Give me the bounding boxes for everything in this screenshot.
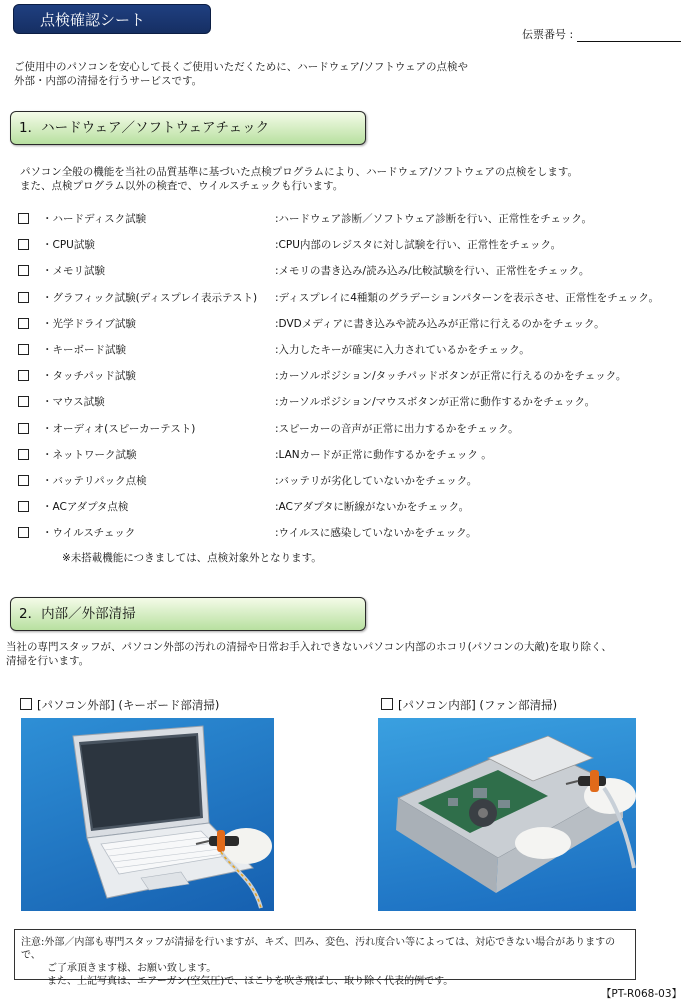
check-item-checkbox[interactable] — [18, 396, 29, 407]
check-item-checkbox[interactable] — [18, 292, 29, 303]
section2-desc-line-1: 当社の専門スタッフが、パソコン外部の汚れの清掃や日常お手入れできないパソコン内部のホコリ(パソコンの大敵)を取り除く、 — [6, 641, 612, 653]
check-item-row — [18, 393, 678, 419]
check-item-description: :カーソルポジション/マウスボタンが正常に動作するかをチェック。 — [275, 396, 596, 409]
check-item-checkbox[interactable] — [18, 213, 29, 224]
check-item-name: ・グラフィック試験(ディスプレイ表示テスト) — [42, 291, 258, 304]
unsupported-note: ※未搭載機能につきましては、点検対象外となります。 — [62, 552, 322, 564]
section2-heading: 2．内部／外部清掃 — [10, 597, 366, 631]
check-item-name: ・ウイルスチェック — [42, 527, 136, 540]
section1-desc-line-2: また、点検プログラム以外の検査で、ウイルスチェックも行います。 — [20, 180, 344, 192]
check-item-checkbox[interactable] — [18, 370, 29, 381]
check-item-description: :ハードウェア診断／ソフトウェア診断を行い、正常性をチェック。 — [275, 213, 592, 225]
check-item-row — [18, 262, 678, 288]
check-item-name: ・光学ドライブ試験 — [42, 317, 136, 330]
check-item-description: :入力したキーが確実に入力されているかをチェック。 — [275, 343, 530, 356]
check-item-name: ・ACアダプタ点検 — [42, 501, 129, 514]
check-item-row — [18, 367, 678, 393]
check-item-description: :ウイルスに感染していないかをチェック。 — [275, 527, 477, 540]
section2-description — [6, 640, 646, 668]
check-item-description: :カーソルポジション/タッチパッドボタンが正常に行えるのかをチェック。 — [275, 370, 627, 383]
check-item-name: ・バッテリパック点検 — [42, 474, 147, 487]
check-item-row — [18, 446, 678, 472]
check-item-row — [18, 420, 678, 446]
check-item-row — [18, 498, 678, 524]
check-item-checkbox[interactable] — [18, 344, 29, 355]
slip-number-label: 伝票番号 : — [522, 28, 574, 41]
check-item-row — [18, 210, 678, 236]
caution-box — [14, 929, 636, 987]
check-item-checkbox[interactable] — [18, 239, 29, 250]
check-item-description: :バッテリが劣化していないかをチェック。 — [275, 474, 478, 487]
fan-cleaning-photo — [378, 718, 636, 911]
photo-exterior-checkbox[interactable] — [20, 698, 32, 710]
check-item-description: :DVDメディアに書き込みや読み込みが正常に行えるのかをチェック。 — [275, 317, 605, 330]
check-item-checkbox[interactable] — [18, 527, 29, 538]
photo-interior-caption: [パソコン内部] (ファン部清掃) — [398, 698, 558, 712]
check-item-checkbox[interactable] — [18, 318, 29, 329]
pc-interior-illustration — [378, 718, 636, 911]
check-item-description: :ACアダプタに断線がないかをチェック。 — [275, 501, 470, 514]
intro-line-2: 外部・内部の清掃を行うサービスです。 — [14, 75, 203, 87]
check-item-row — [18, 315, 678, 341]
check-item-row — [18, 472, 678, 498]
slip-number-blank — [577, 29, 681, 42]
check-item-name: ・CPU試験 — [42, 239, 95, 252]
check-item-row — [18, 341, 678, 367]
check-item-checkbox[interactable] — [18, 501, 29, 512]
check-item-name: ・オーディオ(スピーカーテスト) — [42, 422, 196, 435]
check-item-name: ・ネットワーク試験 — [42, 448, 137, 461]
laptop-illustration — [21, 718, 274, 911]
check-item-description: :スピーカーの音声が正常に出力するかをチェック。 — [275, 422, 519, 435]
check-item-name: ・キーボード試験 — [42, 343, 126, 356]
section1-description — [20, 165, 578, 193]
caution-line-3: また、上記写真は、エアーガン(空気圧)で、ほこりを吹き飛ばし、取り除く代表的例です。 — [47, 976, 454, 987]
section1-heading: 1．ハードウェア／ソフトウェアチェック — [10, 111, 366, 145]
check-item-checkbox[interactable] — [18, 449, 29, 460]
photo-interior-label — [381, 697, 557, 713]
slip-number-field — [522, 26, 681, 42]
page-title: 点検確認シート — [13, 4, 211, 34]
check-item-checkbox[interactable] — [18, 423, 29, 434]
check-item-checkbox[interactable] — [18, 475, 29, 486]
photo-interior-checkbox[interactable] — [381, 698, 393, 710]
photo-exterior-label — [20, 697, 219, 713]
check-item-description: :LANカードが正常に動作するかをチェック 。 — [275, 448, 492, 461]
check-item-checkbox[interactable] — [18, 265, 29, 276]
check-item-name: ・メモリ試験 — [42, 265, 105, 278]
keyboard-cleaning-photo — [21, 718, 274, 911]
caution-line-2: ご了承頂きます様、お願い致します。 — [47, 963, 217, 974]
check-item-list — [18, 210, 678, 550]
check-item-row — [18, 289, 678, 315]
caution-line-1: 注意:外部／内部も専門スタッフが清掃を行いますが、キズ、凹み、変色、汚れ度合い等によっては、対応できない場合がありますので、 — [21, 937, 616, 961]
intro-text — [14, 60, 468, 88]
document-code: 【PT-R068-03】 — [600, 988, 682, 1000]
check-item-description: :ディスプレイに4種類のグラデーションパターンを表示させ、正常性をチェック。 — [275, 291, 660, 304]
photo-exterior-caption: [パソコン外部] (キーボード部清掃) — [37, 698, 220, 712]
check-item-row — [18, 236, 678, 262]
section1-desc-line-1: パソコン全般の機能を当社の品質基準に基づいた点検プログラムにより、ハードウェア/ソフトウェアの点検をします。 — [20, 166, 579, 178]
check-item-description: :メモリの書き込み/読み込み/比較試験を行い、正常性をチェック。 — [275, 265, 590, 278]
section2-desc-line-2: 清掃を行います。 — [6, 655, 90, 667]
check-item-name: ・ハードディスク試験 — [42, 213, 147, 225]
intro-line-1: ご使用中のパソコンを安心して長くご使用いただくために、ハードウェア/ソフトウェアの点検や — [14, 61, 468, 73]
check-item-name: ・タッチパッド試験 — [42, 370, 136, 383]
check-item-name: ・マウス試験 — [42, 396, 105, 409]
check-item-row — [18, 524, 678, 550]
check-item-description: :CPU内部のレジスタに対し試験を行い、正常性をチェック。 — [275, 239, 562, 252]
